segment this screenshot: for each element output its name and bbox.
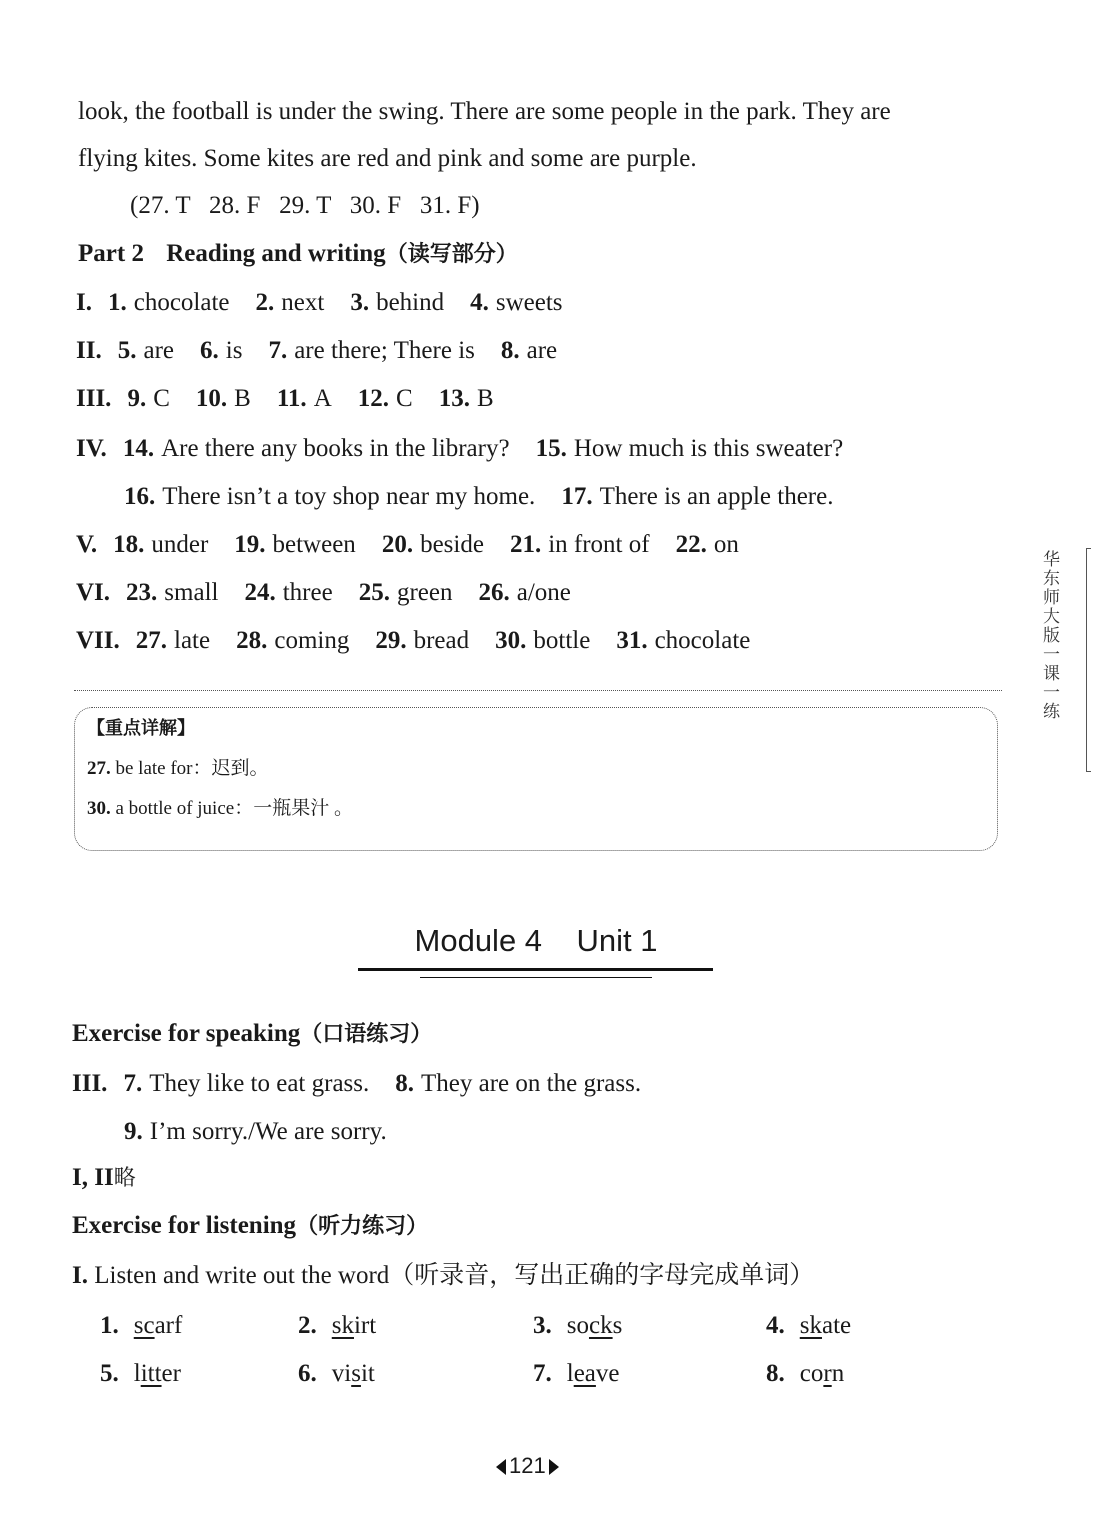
- filled-letters: r: [823, 1360, 832, 1387]
- answer-text: green: [396, 579, 453, 606]
- roman-numeral: VI.: [76, 579, 111, 606]
- word-part: it: [360, 1360, 375, 1387]
- question-number: 17.: [561, 483, 593, 510]
- word-part: s: [612, 1312, 623, 1339]
- part-label: Part 2: [78, 240, 144, 267]
- answer-row: [72, 1068, 641, 1100]
- answer-row: [76, 287, 563, 319]
- question-number: 29.: [375, 627, 407, 654]
- word-item: [766, 1358, 844, 1390]
- answer-text: is: [225, 337, 243, 364]
- answer-text: B: [234, 385, 251, 412]
- answer-text: between: [272, 531, 356, 558]
- question-number: 7.: [268, 337, 288, 364]
- question-number: 16.: [124, 483, 156, 510]
- omit-text: 略: [113, 1166, 136, 1191]
- instruction-text: Listen and write out the word（听录音，写出正确的字母完成单词）: [94, 1262, 815, 1289]
- answer-text: next: [281, 289, 325, 316]
- question-number: 10.: [195, 385, 228, 412]
- word-part: ate: [821, 1312, 852, 1339]
- filled-letters: itt: [140, 1360, 162, 1387]
- answer-text: behind: [376, 289, 445, 316]
- question-number: 12.: [357, 385, 389, 412]
- section-title-cn: （听力练习）: [296, 1214, 429, 1239]
- question-number: 6.: [200, 337, 219, 364]
- roman-numeral: II.: [76, 337, 102, 364]
- word-item: [533, 1310, 622, 1342]
- answer-text: bottle: [533, 627, 591, 654]
- answer-row: [76, 625, 750, 657]
- roman-numeral: V.: [76, 531, 98, 558]
- answer-text: coming: [274, 627, 350, 654]
- question-number: 28.: [236, 627, 268, 654]
- word-item: [298, 1358, 375, 1390]
- note-title: 【重点详解】: [87, 718, 195, 739]
- dotted-separator: [74, 690, 1002, 691]
- answer-row: [76, 335, 557, 367]
- paragraph-line: flying kites. Some kites are red and pink and some are purple.: [78, 145, 697, 172]
- word-part: l: [133, 1360, 141, 1387]
- word-item: [766, 1310, 851, 1342]
- question-number: 8.: [395, 1070, 415, 1097]
- word-part: so: [566, 1312, 589, 1339]
- title-rule: [358, 968, 713, 971]
- answer-text: C: [153, 385, 170, 412]
- question-number: 9.: [124, 1118, 143, 1145]
- word-item: [100, 1310, 182, 1342]
- word-part: arf: [154, 1312, 183, 1339]
- answer-text: They are on the grass.: [421, 1070, 642, 1097]
- filled-letters: sk: [331, 1312, 354, 1339]
- question-number: 31.: [616, 627, 648, 654]
- question-number: 30.: [495, 627, 527, 654]
- note-item: [87, 796, 353, 822]
- section-heading: [72, 1018, 432, 1051]
- roman-numeral: I.: [72, 1262, 88, 1289]
- side-tab-label: 华东师大版一课一练: [1039, 550, 1059, 721]
- question-number: 23.: [126, 579, 158, 606]
- answer-text: chocolate: [133, 289, 230, 316]
- right-arrow-icon: [549, 1459, 559, 1475]
- answer-text: under: [151, 531, 209, 558]
- answer-text: chocolate: [654, 627, 751, 654]
- section-title: Exercise for speaking: [72, 1020, 301, 1047]
- answer-row: [76, 529, 739, 561]
- question-number: 4.: [470, 289, 489, 316]
- roman-numeral: III.: [76, 385, 112, 412]
- answer-text: a/one: [516, 579, 571, 606]
- answer-text: small: [164, 579, 219, 606]
- answer-text: There is an apple there.: [599, 483, 834, 510]
- answer-text: are there; There is: [294, 337, 475, 364]
- answer-key: (27. T 28. F 29. T 30. F 31. F): [130, 192, 480, 219]
- word-part: l: [566, 1360, 574, 1387]
- question-number: 18.: [113, 531, 145, 558]
- question-number: 20.: [381, 531, 414, 558]
- word-item: [533, 1358, 620, 1390]
- answer-text: A: [313, 385, 332, 412]
- question-number: 3.: [533, 1312, 552, 1339]
- answer-row: [76, 577, 571, 609]
- question-number: 24.: [244, 579, 276, 606]
- note-number: 30.: [87, 798, 111, 819]
- answer-row: [76, 433, 843, 465]
- answer-text: I’m sorry./We are sorry.: [149, 1118, 387, 1145]
- page-number-text: 121: [509, 1453, 546, 1478]
- word-part: vi: [331, 1360, 352, 1387]
- question-number: 6.: [298, 1360, 317, 1387]
- question-number: 5.: [117, 337, 137, 364]
- word-part: ve: [595, 1360, 620, 1387]
- question-number: 7.: [123, 1070, 143, 1097]
- question-number: 21.: [509, 531, 542, 558]
- answer-text: are: [143, 337, 174, 364]
- note-item: [87, 756, 269, 782]
- filled-letters: sk: [799, 1312, 822, 1339]
- filled-letters: ea: [573, 1360, 596, 1387]
- word-part: er: [161, 1360, 181, 1387]
- question-number: 11.: [276, 385, 307, 412]
- question-number: 3.: [350, 289, 370, 316]
- question-number: 2.: [298, 1312, 317, 1339]
- question-number: 4.: [766, 1312, 785, 1339]
- roman-numeral: IV.: [76, 435, 107, 462]
- answer-text: late: [174, 627, 211, 654]
- answer-text: How much is this sweater?: [573, 435, 844, 462]
- answer-text: B: [476, 385, 494, 412]
- filled-letters: sc: [133, 1312, 155, 1339]
- answer-row: [76, 383, 494, 415]
- answer-text: beside: [420, 531, 484, 558]
- roman-numeral: VII.: [76, 627, 120, 654]
- section-title: Exercise for listening: [72, 1212, 297, 1239]
- question-number: 26.: [478, 579, 510, 606]
- question-number: 5.: [100, 1360, 119, 1387]
- question-number: 1.: [107, 289, 127, 316]
- left-arrow-icon: [496, 1459, 506, 1475]
- word-part: irt: [353, 1312, 377, 1339]
- question-number: 8.: [500, 337, 520, 364]
- answer-text: Are there any books in the library?: [161, 435, 510, 462]
- title-rule-thin: [420, 977, 652, 978]
- question-number: 22.: [675, 531, 707, 558]
- question-number: 1.: [100, 1312, 119, 1339]
- answer-text: They like to eat grass.: [149, 1070, 370, 1097]
- question-number: 8.: [766, 1360, 785, 1387]
- question-number: 14.: [122, 435, 155, 462]
- word-item: [298, 1310, 376, 1342]
- module-title: Module 4 Unit 1: [414, 923, 658, 958]
- question-number: 19.: [234, 531, 266, 558]
- part-title-cn: （读写部分）: [385, 242, 518, 267]
- filled-letters: ck: [588, 1312, 613, 1339]
- question-number: 27.: [135, 627, 168, 654]
- roman-numeral: I.: [76, 289, 92, 316]
- answer-text: are: [526, 337, 558, 364]
- section-heading: [72, 1210, 428, 1243]
- omit-note: [72, 1162, 136, 1195]
- section-title-cn: （口语练习）: [300, 1022, 433, 1047]
- question-number: 7.: [533, 1360, 552, 1387]
- question-number: 13.: [438, 385, 470, 412]
- answer-row: [124, 1116, 387, 1148]
- answer-text: in front of: [548, 531, 650, 558]
- question-number: 25.: [358, 579, 390, 606]
- answer-text: sweets: [495, 289, 563, 316]
- part-title: Reading and writing: [166, 240, 386, 267]
- answer-text: on: [713, 531, 739, 558]
- roman-numeral: III.: [72, 1070, 108, 1097]
- instruction-row: [72, 1260, 814, 1292]
- word-part: co: [799, 1360, 824, 1387]
- question-number: 15.: [535, 435, 567, 462]
- note-box: [74, 707, 998, 851]
- note-text: a bottle of juice：一瓶果汁 。: [115, 798, 353, 819]
- page-number: [496, 1452, 559, 1480]
- answer-text: C: [396, 385, 413, 412]
- word-part: n: [831, 1360, 845, 1387]
- question-number: 2.: [255, 289, 275, 316]
- filled-letters: s: [351, 1360, 361, 1387]
- side-tab-bracket: [1086, 548, 1091, 772]
- note-number: 27.: [87, 758, 111, 779]
- section-heading: [78, 238, 518, 271]
- paragraph-line: look, the football is under the swing. There are some people in the park. They are: [78, 98, 891, 125]
- roman-numeral: I, II: [72, 1164, 114, 1191]
- answer-text: three: [282, 579, 333, 606]
- answer-row: [124, 481, 833, 513]
- answer-text: bread: [413, 627, 470, 654]
- answer-text: There isn’t a toy shop near my home.: [162, 483, 536, 510]
- question-number: 9.: [127, 385, 147, 412]
- note-text: be late for：迟到。: [115, 758, 269, 779]
- word-item: [100, 1358, 181, 1390]
